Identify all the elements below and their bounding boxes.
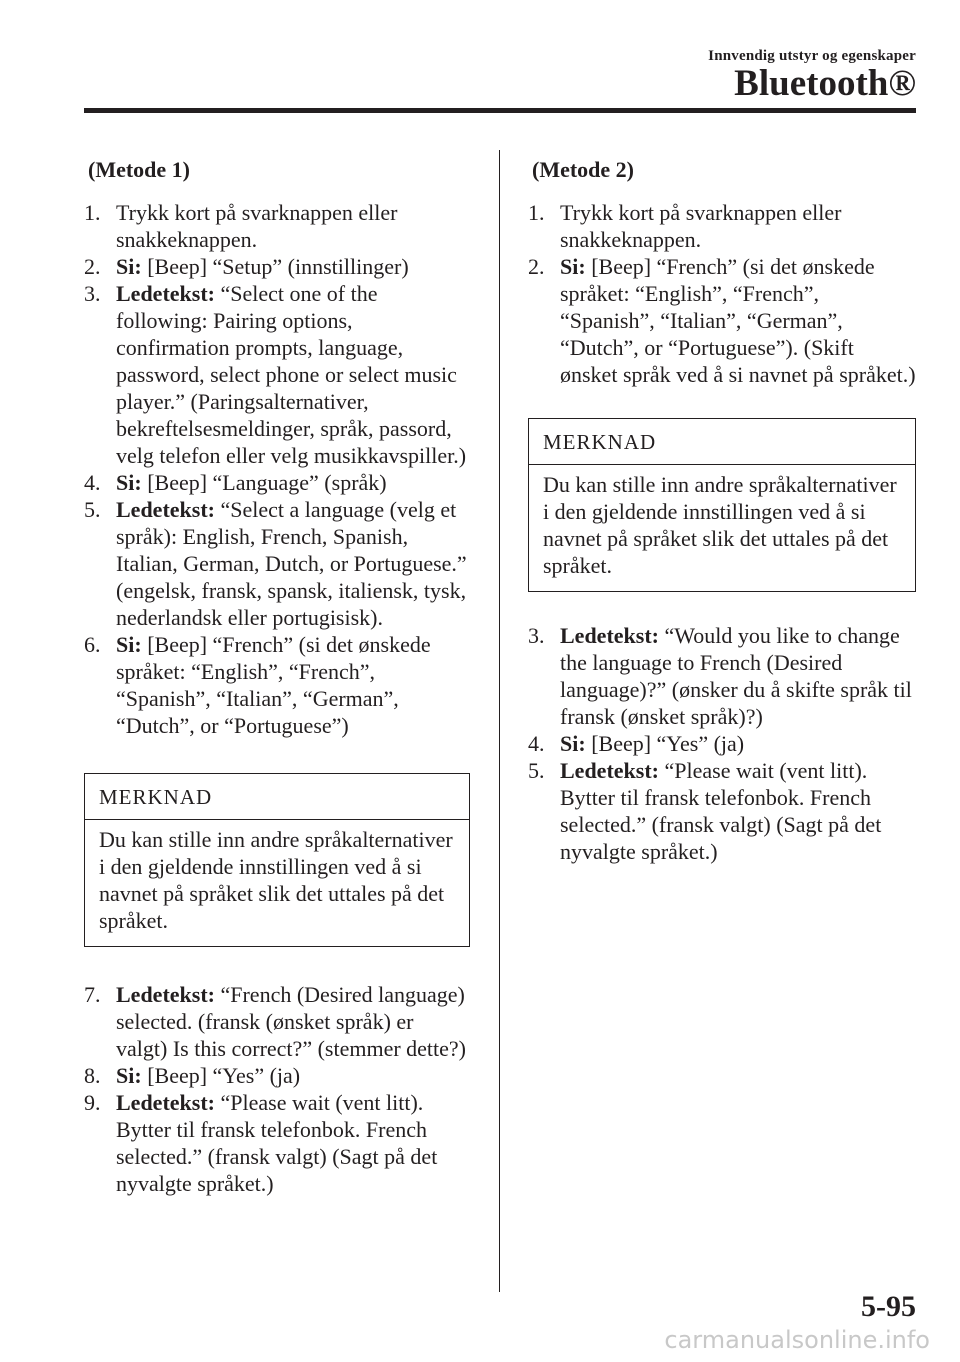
step-body: “Please wait (vent litt). Bytter til fransk telefonbok. French selected.” (fransk valgt) (Sagt på det nyvalgte språket.) bbox=[560, 758, 882, 864]
list-item bbox=[528, 253, 916, 388]
list-item bbox=[84, 981, 470, 1062]
note-box bbox=[84, 773, 470, 947]
step-body: “Please wait (vent litt). Bytter til fransk telefonbok. French selected.” (fransk valgt) (Sagt på det nyvalgte språket.) bbox=[116, 1090, 438, 1196]
step-text bbox=[116, 469, 470, 496]
step-body: [Beep] “French” (si det ønskede språket: “English”, “French”, “Spanish”, “Italian”, “German”, “Dutch”, or “Portuguese”) bbox=[116, 632, 431, 738]
step-number: 4. bbox=[84, 470, 101, 495]
step-list bbox=[84, 981, 470, 1197]
step-number: 1. bbox=[84, 200, 101, 225]
step-number: 5. bbox=[528, 758, 545, 783]
page-number: 5-95 bbox=[861, 1290, 916, 1323]
step-text bbox=[116, 280, 470, 469]
list-item bbox=[84, 253, 470, 280]
step-number: 1. bbox=[528, 200, 545, 225]
step-body: “Select a language (velg et språk): English, French, Spanish, Italian, German, Dutch, or Portuguese.” (engelsk, fransk, spansk, italiensk, tysk, nederlandsk eller portugisisk). bbox=[116, 497, 467, 630]
note-body: Du kan stille inn andre språkalternativer i den gjeldende innstillingen ved å si navnet på språket slik det uttales på det språket. bbox=[99, 827, 453, 933]
list-item bbox=[528, 757, 916, 865]
step-list bbox=[528, 622, 916, 865]
left-column bbox=[84, 156, 470, 1197]
step-number: 8. bbox=[84, 1063, 101, 1088]
note-title: MERKNAD bbox=[85, 774, 469, 820]
step-text bbox=[116, 1062, 470, 1089]
step-number: 4. bbox=[528, 731, 545, 756]
list-item bbox=[528, 730, 916, 757]
step-label: Si: bbox=[116, 1063, 142, 1088]
step-number: 7. bbox=[84, 982, 101, 1007]
list-item bbox=[84, 469, 470, 496]
list-item bbox=[84, 496, 470, 631]
step-body: “French (Desired language) selected. (fransk (ønsket språk) er valgt) Is this correct?” (stemmer dette?) bbox=[116, 982, 467, 1061]
right-column bbox=[528, 156, 916, 865]
step-number: 9. bbox=[84, 1090, 101, 1115]
step-body: [Beep] “Yes” (ja) bbox=[141, 1063, 301, 1088]
watermark: carmanualsonline.info bbox=[664, 1326, 930, 1354]
step-number: 6. bbox=[84, 632, 101, 657]
list-item bbox=[528, 199, 916, 253]
step-label: Si: bbox=[116, 254, 142, 279]
step-label: Ledetekst: bbox=[560, 623, 659, 648]
section-title: Innvendig utstyr og egenskaper bbox=[708, 48, 916, 64]
step-label: Si: bbox=[560, 254, 586, 279]
step-text bbox=[560, 253, 916, 388]
step-label: Ledetekst: bbox=[116, 497, 215, 522]
step-number: 2. bbox=[84, 254, 101, 279]
step-text bbox=[560, 757, 916, 865]
step-body: Trykk kort på svarknappen eller snakkeknappen. bbox=[560, 200, 842, 252]
step-body: [Beep] “Setup” (innstillinger) bbox=[141, 254, 409, 279]
column-divider bbox=[499, 150, 500, 1292]
step-text bbox=[116, 253, 470, 280]
note-body: Du kan stille inn andre språkalternativer i den gjeldende innstillingen ved å si navnet på språket slik det uttales på det språket. bbox=[543, 472, 897, 578]
list-item bbox=[84, 199, 470, 253]
step-body: [Beep] “Yes” (ja) bbox=[585, 731, 745, 756]
step-body: “Would you like to change the language to French (Desired language)?” (ønsker du å skifte språk til fransk (ønsket språk)?) bbox=[560, 623, 912, 729]
step-list bbox=[528, 199, 916, 388]
header-rule bbox=[84, 108, 916, 113]
step-text bbox=[116, 199, 470, 253]
step-number: 3. bbox=[528, 623, 545, 648]
page-title: Bluetooth® bbox=[734, 63, 916, 104]
step-body: Trykk kort på svarknappen eller snakkeknappen. bbox=[116, 200, 398, 252]
step-text bbox=[560, 622, 916, 730]
step-text bbox=[116, 1089, 470, 1197]
step-label: Si: bbox=[116, 632, 142, 657]
list-item bbox=[84, 1062, 470, 1089]
step-number: 3. bbox=[84, 281, 101, 306]
step-text bbox=[116, 981, 470, 1062]
note-title: MERKNAD bbox=[529, 419, 915, 465]
step-number: 2. bbox=[528, 254, 545, 279]
step-body: [Beep] “French” (si det ønskede språket: “English”, “French”, “Spanish”, “Italian”, “German”, “Dutch”, or “Portuguese”). (Skift ønsket språk ved å si navnet på språket.) bbox=[560, 254, 916, 387]
method-heading: (Metode 2) bbox=[532, 157, 635, 182]
list-item bbox=[528, 622, 916, 730]
step-label: Ledetekst: bbox=[560, 758, 659, 783]
step-label: Si: bbox=[116, 470, 142, 495]
step-text bbox=[116, 631, 470, 739]
step-body: [Beep] “Language” (språk) bbox=[141, 470, 387, 495]
step-label: Si: bbox=[560, 731, 586, 756]
note-box bbox=[528, 418, 916, 592]
step-list bbox=[84, 199, 470, 739]
step-number: 5. bbox=[84, 497, 101, 522]
method-heading: (Metode 1) bbox=[88, 157, 191, 182]
step-body: “Select one of the following: Pairing options, confirmation prompts, language, password, select phone or select music player.” (Paringsalternativer, bekreftelsesmeldinger, språk, passord, velg telefon eller velg musikkavspiller.) bbox=[116, 281, 467, 468]
list-item bbox=[84, 280, 470, 469]
step-label: Ledetekst: bbox=[116, 982, 215, 1007]
step-label: Ledetekst: bbox=[116, 281, 215, 306]
step-label: Ledetekst: bbox=[116, 1090, 215, 1115]
step-text bbox=[116, 496, 470, 631]
list-item bbox=[84, 1089, 470, 1197]
step-text bbox=[560, 730, 916, 757]
list-item bbox=[84, 631, 470, 739]
step-text bbox=[560, 199, 916, 253]
